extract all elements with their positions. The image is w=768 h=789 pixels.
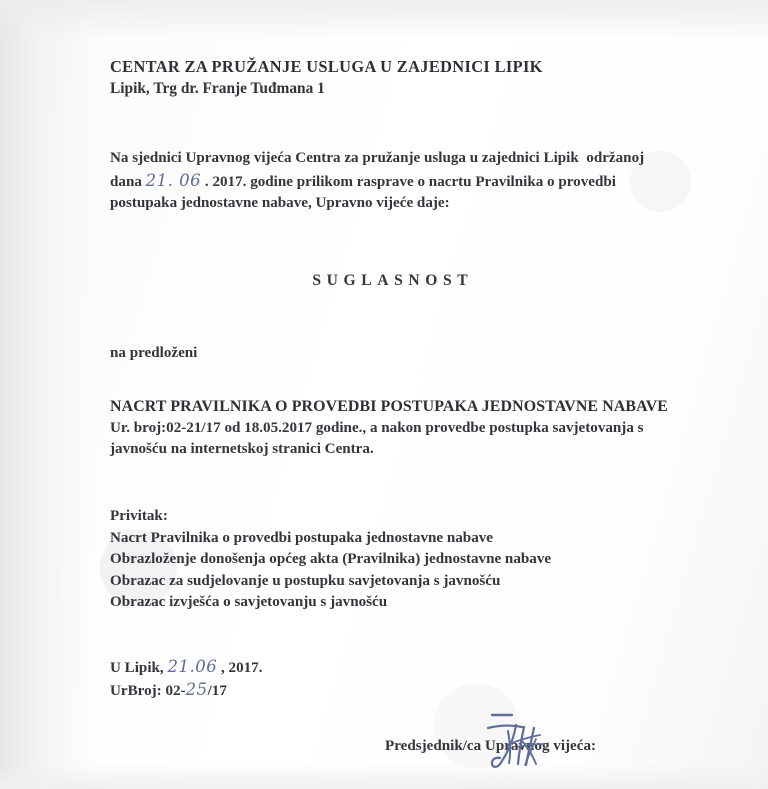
attachment-item: Nacrt Pravilnika o provedbi postupaka jednostavne nabave xyxy=(110,529,493,546)
organization-address: Lipik, Trg dr. Franje Tuđmana 1 xyxy=(110,80,325,97)
consent-heading-text: SUGLASNOST xyxy=(312,272,474,289)
signature-block xyxy=(385,737,675,755)
preamble-text: na predloženi xyxy=(110,345,198,361)
document-content xyxy=(110,0,670,789)
intro-line-2 xyxy=(110,170,670,194)
place-prefix: U Lipik, xyxy=(110,660,168,676)
attachment-item: Obrazac za sudjelovanje u postupku savjetovanja s javnošću xyxy=(110,572,501,589)
intro-line-2-suffix: . 2017. godine prilikom rasprave o nacrtu Pravilnika o provedbi xyxy=(201,173,616,190)
handwritten-urbroj-number: 25 xyxy=(185,680,208,699)
signature-label: Predsjednik/ca Upravnog vijeća: xyxy=(385,738,597,754)
urbroj-line xyxy=(110,679,263,702)
act-block xyxy=(110,396,680,460)
intro-paragraph xyxy=(110,148,670,215)
urbroj-prefix: UrBroj: 02- xyxy=(110,683,186,699)
attachment-item: Obrazloženje donošenja općeg akta (Pravilnika) jednostavne nabave xyxy=(110,551,552,568)
intro-line-2-prefix: dana xyxy=(110,173,146,190)
place-suffix: , 2017. xyxy=(217,660,263,676)
attachments-label: Privitak: xyxy=(110,508,168,524)
act-reference-line-2: javnošću na internetskoj stranici Centra. xyxy=(110,441,374,457)
act-reference-line-1: Ur. broj:02-21/17 od 18.05.2017 godine., a nakon provedbe postupka savjetovanja s xyxy=(110,420,644,436)
intro-line-3: postupaka jednostavne nabave, Upravno vijeće daje: xyxy=(110,195,450,211)
place-and-date-block xyxy=(110,656,263,702)
consent-heading xyxy=(110,272,670,290)
place-date-line xyxy=(110,656,263,679)
act-title: NACRT PRAVILNIKA O PROVEDBI POSTUPAKA JEDNOSTAVNE NABAVE xyxy=(110,398,669,415)
scan-edge-shadow-left xyxy=(0,0,96,789)
attachments-block xyxy=(110,506,551,614)
urbroj-suffix: /17 xyxy=(207,683,227,699)
preamble-line xyxy=(110,343,197,364)
letterhead xyxy=(110,56,543,100)
organization-name: CENTAR ZA PRUŽANJE USLUGA U ZAJEDNICI LIPIK xyxy=(110,57,543,76)
handwritten-issue-date: 21.06 xyxy=(167,657,218,676)
intro-line-1: Na sjednici Upravnog vijeća Centra za pružanje usluga u zajednici Lipik održanoj xyxy=(110,150,645,166)
attachment-item: Obrazac izvješća o savjetovanju s javnošću xyxy=(110,594,388,611)
handwritten-session-date: 21. 06 xyxy=(145,170,202,190)
